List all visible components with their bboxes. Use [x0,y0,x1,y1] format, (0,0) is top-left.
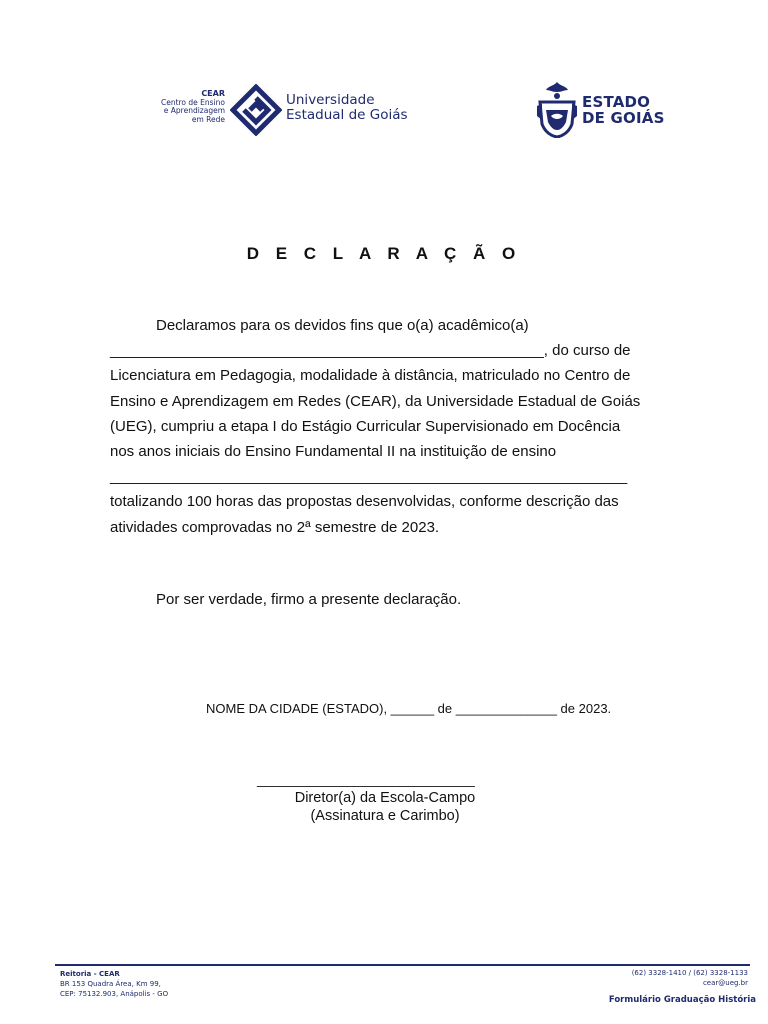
closing-statement: Por ser verdade, firmo a presente declaração. [156,591,462,608]
paragraph-line: Ensino e Aprendizagem em Redes (CEAR), da Universidade Estadual de Goiás [110,392,641,410]
footer-phones: (62) 3328-1410 / (62) 3328-1133 [631,969,748,977]
signature-note: (Assinatura e Carimbo) [310,808,460,824]
signature-block [0,789,768,825]
declaration-paragraph [110,313,660,540]
footer-address [60,969,168,999]
letterhead [0,0,768,160]
goias-coat-of-arms-icon [536,80,578,138]
footer-contact [632,969,748,988]
footer [0,950,768,1024]
cear-line-1: Centro de Ensino [160,97,225,107]
document-title: D E C L A R A Ç Ã O [246,244,522,263]
ueg-name-line-1: Universidade [286,92,375,108]
footer-divider [55,964,750,966]
footer-title: Reitoria - CEAR [60,970,120,978]
cear-logo-text [150,90,225,124]
signature-line: _____________________________ [257,772,475,787]
footer-email: cear@ueg.br [702,978,748,987]
footer-address-line-2: CEP: 75132.903, Anápolis - GO [60,990,169,998]
city-date-line: NOME DA CIDADE (ESTADO), ______ de ______________ de 2023. [206,701,612,716]
paragraph-line: (UEG), cumpriu a etapa I do Estágio Curricular Supervisionado em Docência [110,417,621,435]
goias-name-line-2: DE GOIÁS [582,109,665,127]
paragraph-line: atividades comprovadas no 2ª semestre de 2023. [110,518,440,536]
cear-line-2: e Aprendizagem [163,106,225,115]
goias-name-line-1: ESTADO [582,93,651,111]
ueg-name-line-2: Estadual de Goiás [286,107,408,123]
paragraph-line: ______________________________________________________________ [110,468,628,486]
paragraph-line: nos anos iniciais do Ensino Fundamental II na instituição de ensino [110,442,557,460]
paragraph-line: Licenciatura em Pedagogia, modalidade à distância, matriculado no Centro de [110,367,631,385]
paragraph-line: Declaramos para os devidos fins que o(a) acadêmico(a) [156,317,529,334]
paragraph-line: ____________________________________________________, do curso de [110,342,631,360]
footer-form-label: Formulário Graduação História [608,995,756,1005]
footer-address-line-1: BR 153 Quadra Área, Km 99, [60,980,161,988]
ueg-logo-icon [230,84,282,136]
paragraph-line: totalizando 100 horas das propostas desenvolvidas, conforme descrição das [110,493,619,511]
goias-logo-text [582,94,665,126]
cear-line-3: em Rede [191,114,225,124]
cear-acronym: CEAR [201,89,225,98]
signature-role: Diretor(a) da Escola-Campo [294,790,476,806]
ueg-logo-text [286,93,408,123]
